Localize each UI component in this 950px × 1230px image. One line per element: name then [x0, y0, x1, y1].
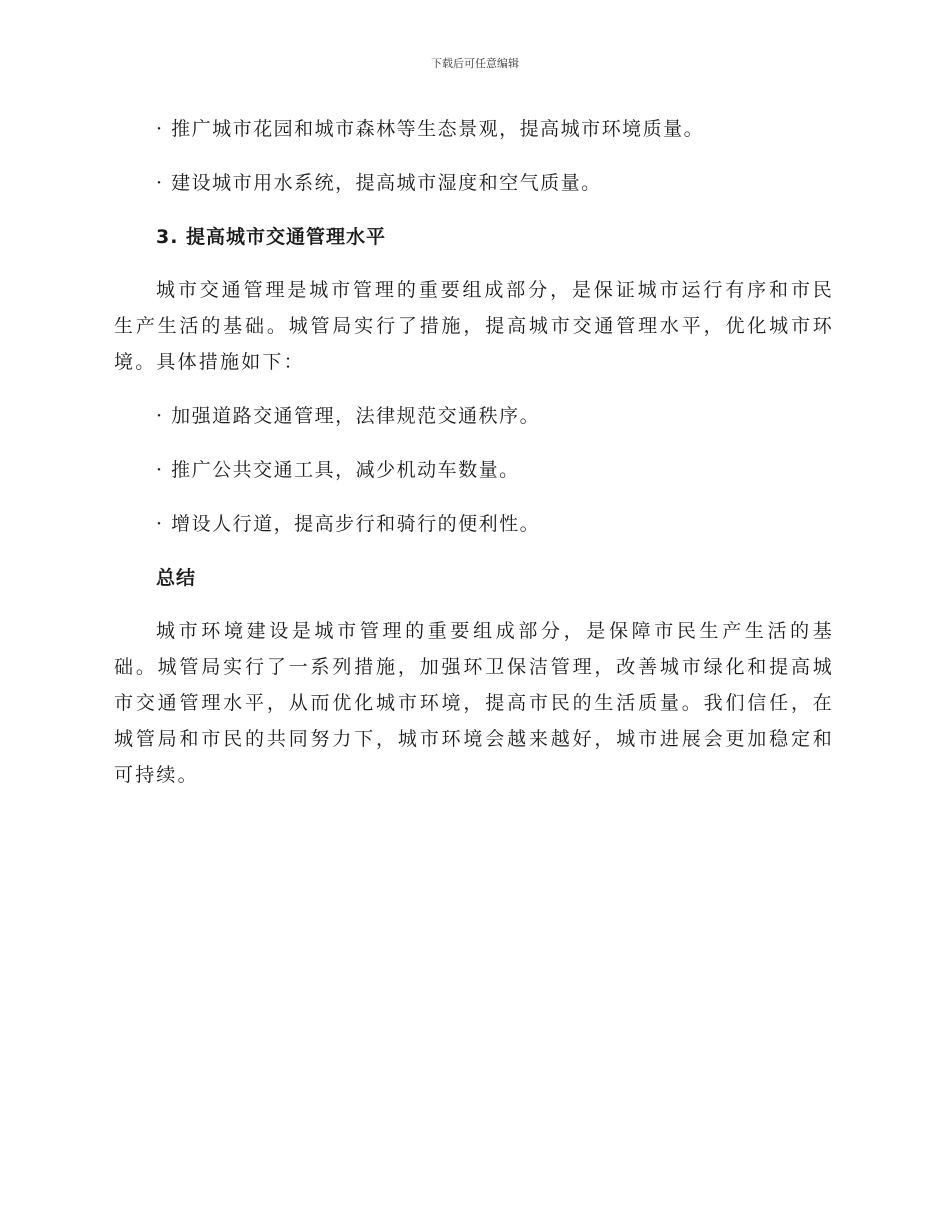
bullet-item: · 加强道路交通管理，法律规范交通秩序。	[156, 405, 541, 427]
paragraph: 城市环境建设是城市管理的重要组成部分，是保障市民生产生活的基础。城管局实行了一系列措施，加强环卫保洁管理，改善城市绿化和提高城市交通管理水平，从而优化城市环境，提高市民的生活质量。我们信任，在城管局和市民的共同努力下，城市环境会越来越好，城市进展会更加稳定和可持续。	[114, 620, 834, 786]
bullet-item: · 推广公共交通工具，减少机动车数量。	[156, 459, 520, 481]
header-note: 下载后可任意编辑	[431, 57, 519, 70]
bullet-item: · 增设人行道，提高步行和骑行的便利性。	[156, 513, 541, 535]
section-heading: 总结	[156, 567, 197, 589]
document-body	[114, 111, 834, 811]
section-heading: 3. 提高城市交通管理水平	[156, 226, 387, 248]
paragraph: 城市交通管理是城市管理的重要组成部分，是保证城市运行有序和市民生产生活的基础。城管局实行了措施，提高城市交通管理水平，优化城市环境。具体措施如下：	[114, 279, 834, 373]
bullet-item: · 推广城市花园和城市森林等生态景观，提高城市环境质量。	[156, 118, 705, 140]
bullet-item: · 建设城市用水系统，提高城市湿度和空气质量。	[156, 172, 602, 194]
